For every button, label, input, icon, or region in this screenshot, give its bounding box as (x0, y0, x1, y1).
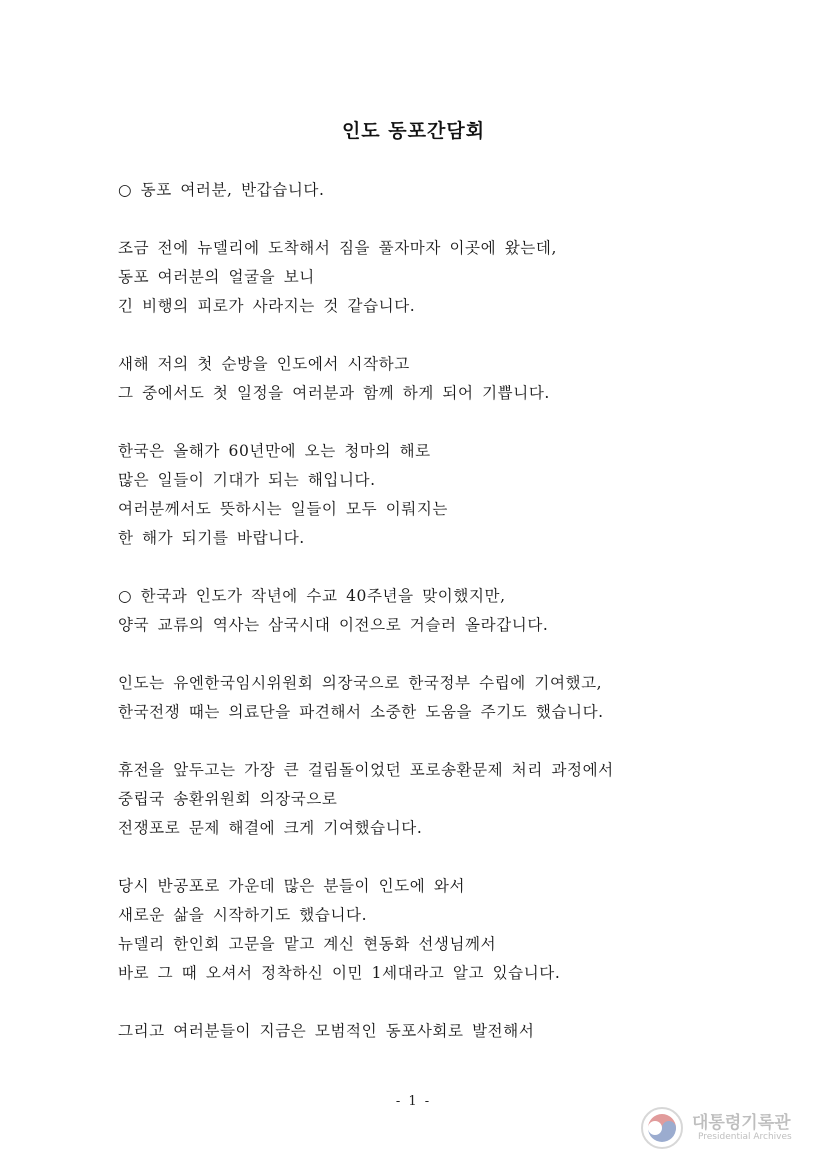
text-line: ○ 동포 여러분, 반갑습니다. (118, 181, 325, 199)
archive-watermark (640, 1104, 815, 1152)
text-line: 중립국 송환위원회 의장국으로 (118, 790, 338, 808)
text-line: 긴 비행의 피로가 사라지는 것 같습니다. (118, 297, 416, 315)
paragraph-community (118, 1017, 758, 1046)
text-line: 한 해가 되기를 바랍니다. (118, 529, 305, 547)
text-line: 많은 일들이 기대가 되는 해입니다. (118, 471, 376, 489)
paragraph-armistice (118, 756, 758, 843)
text-line: 새로운 삶을 시작하기도 했습니다. (118, 906, 368, 924)
text-line: 그 중에서도 첫 일정을 여러분과 함께 하게 되어 기쁩니다. (118, 384, 550, 402)
text-line: 인도는 유엔한국임시위원회 의장국으로 한국정부 수립에 기여했고, (118, 674, 603, 692)
text-line: 바로 그 때 오셔서 정착하신 이민 1세대라고 알고 있습니다. (118, 964, 561, 982)
text-line: ○ 한국과 인도가 작년에 수교 40주년을 맞이했지만, (118, 587, 506, 605)
paragraph-arrival (118, 234, 758, 321)
paragraph-first-visit (118, 350, 758, 408)
paragraph-greeting (118, 176, 758, 205)
text-line: 휴전을 앞두고는 가장 큰 걸림돌이었던 포로송환문제 처리 과정에서 (118, 761, 614, 779)
document-title: 인도 동포간담회 (341, 120, 486, 142)
text-line: 뉴델리 한인회 고문을 맡고 계신 현동화 선생님께서 (118, 935, 497, 953)
text-line: 그리고 여러분들이 지금은 모범적인 동포사회로 발전해서 (118, 1022, 535, 1040)
text-line: 한국전쟁 때는 의료단을 파견해서 소중한 도움을 주기도 했습니다. (118, 703, 604, 721)
text-line: 한국은 올해가 60년만에 오는 청마의 해로 (118, 442, 431, 460)
text-line: 새해 저의 첫 순방을 인도에서 시작하고 (118, 355, 410, 373)
text-line: 여러분께서도 뜻하시는 일들이 모두 이뤄지는 (118, 500, 448, 518)
text-line: 전쟁포로 문제 해결에 크게 기여했습니다. (118, 819, 423, 837)
paragraph-diplomatic-history (118, 582, 758, 640)
document-body (118, 176, 758, 1075)
taegeuk-emblem-icon (640, 1106, 684, 1150)
text-line: 동포 여러분의 얼굴을 보니 (118, 268, 315, 286)
text-line: 양국 교류의 역사는 삼국시대 이전으로 거슬러 올라갑니다. (118, 616, 549, 634)
watermark-label-ko: 대통령기록관 (692, 1113, 791, 1133)
text-line: 조금 전에 뉴델리에 도착해서 짐을 풀자마자 이곳에 왔는데, (118, 239, 557, 257)
text-line: 당시 반공포로 가운데 많은 분들이 인도에 와서 (118, 877, 466, 895)
paragraph-new-year (118, 437, 758, 553)
page-number: - 1 - (395, 1094, 432, 1109)
watermark-label-en: Presidential Archives (698, 1132, 792, 1142)
paragraph-india-contribution (118, 669, 758, 727)
paragraph-pow-settlers (118, 872, 758, 988)
